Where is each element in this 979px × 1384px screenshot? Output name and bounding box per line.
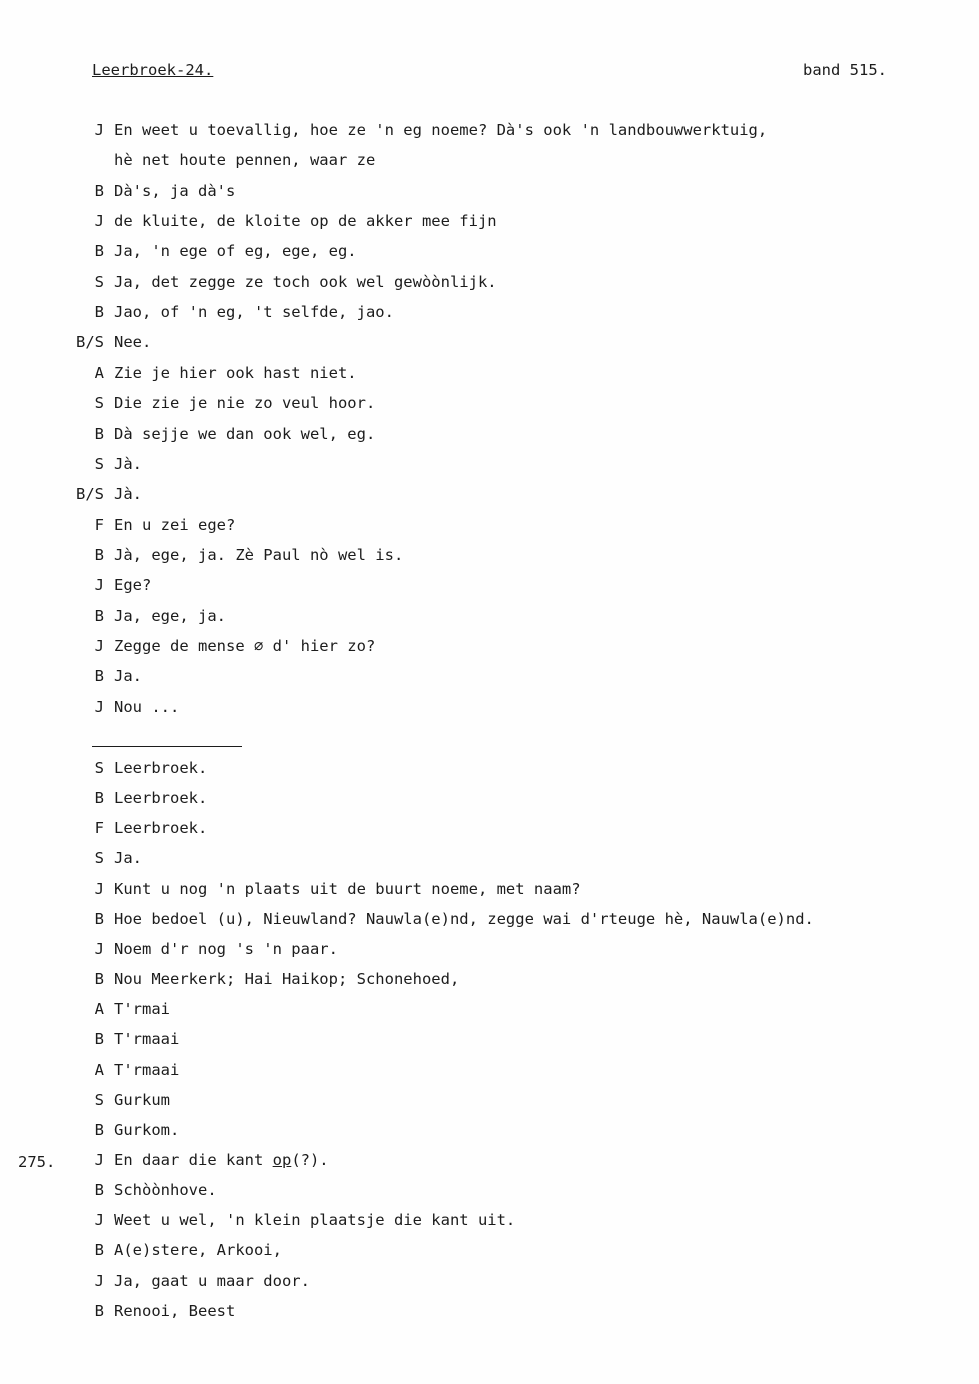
- speaker-label: S: [94, 759, 104, 777]
- utterance-text: Gurkum: [114, 1090, 170, 1109]
- utterance-text: Ja, det zegge ze toch ook wel gewòònlijk.: [114, 272, 497, 291]
- utterance-text: Nou ...: [114, 697, 180, 716]
- speaker-label: B: [94, 181, 104, 200]
- margin-line-number: 275.: [18, 1153, 56, 1171]
- speaker-label: A: [94, 1000, 104, 1019]
- speaker-label: F: [94, 515, 104, 534]
- utterance-text: Ja, 'n ege of eg, ege, eg.: [114, 242, 357, 261]
- utterance-text: T'rmaai: [114, 1060, 180, 1079]
- utterance-text: Die zie je nie zo veul hoor.: [114, 394, 376, 413]
- utterance-text: Renooi, Beest: [114, 1301, 236, 1320]
- speaker-label: J: [94, 636, 104, 655]
- underlined-word: op: [272, 1150, 292, 1169]
- utterance-text: T'rmaai: [114, 1030, 180, 1049]
- utterance-text: Jà.: [114, 485, 142, 504]
- utterance-text: En weet u toevallig, hoe ze 'n eg noeme? Dà's ook 'n landbouwwerktuig,: [114, 121, 768, 139]
- section-divider: [92, 746, 242, 747]
- speaker-label: B: [94, 1181, 104, 1200]
- speaker-label: B: [94, 1030, 104, 1049]
- utterance-text: Leerbroek.: [114, 819, 208, 838]
- utterance-text: Leerbroek.: [114, 759, 208, 777]
- speaker-label: J: [94, 879, 104, 898]
- speaker-label: B: [94, 1301, 104, 1320]
- speaker-label: B: [94, 789, 104, 808]
- speaker-label: B: [94, 424, 104, 443]
- utterance-text: Kunt u nog 'n plaats uit de buurt noeme, met naam?: [114, 879, 581, 898]
- utterance-text: hè net houte pennen, waar ze: [114, 151, 376, 170]
- utterance-text: Dà's, ja dà's: [114, 181, 236, 200]
- utterance-part: En daar die kant: [114, 1150, 273, 1169]
- utterance-text: de kluite, de kloite op de akker mee fijn: [114, 212, 497, 231]
- utterance-text: Ja.: [114, 849, 142, 868]
- speaker-label: J: [94, 1211, 104, 1230]
- speaker-label: B: [94, 545, 104, 564]
- speaker-label: B: [94, 606, 104, 625]
- speaker-label: B: [94, 1241, 104, 1260]
- speaker-label: S: [94, 394, 104, 413]
- utterance-text: Jà, ege, ja. Zè Paul nò wel is.: [114, 545, 404, 564]
- band-number: band 515.: [803, 61, 887, 79]
- utterance-text: A(e)stere, Arkooi,: [114, 1241, 282, 1260]
- utterance-text: Nee.: [114, 333, 152, 352]
- utterance-text: Leerbroek.: [114, 789, 208, 808]
- speaker-label: B: [94, 242, 104, 261]
- speaker-label: B/S: [76, 333, 104, 352]
- speaker-label: J: [94, 121, 104, 139]
- speaker-label: B: [94, 1120, 104, 1139]
- utterance-text: Nou Meerkerk; Hai Haikop; Schonehoed,: [114, 970, 460, 989]
- speaker-label: S: [94, 1090, 104, 1109]
- utterance-text: [114, 1151, 329, 1169]
- utterance-text: Jà.: [114, 454, 142, 473]
- utterance-text: Hoe bedoel (u), Nieuwland? Nauwla(e)nd, zegge wai d'rteuge hè, Nauwla(e)nd.: [114, 909, 814, 928]
- speaker-label: J: [94, 1150, 104, 1169]
- speaker-label: S: [94, 849, 104, 868]
- utterance-tail: (?).: [291, 1150, 329, 1169]
- speaker-label: S: [94, 272, 104, 291]
- speaker-label: J: [94, 1271, 104, 1290]
- speaker-label: J: [94, 212, 104, 231]
- speaker-label: B: [94, 667, 104, 686]
- utterance-text: Ja, ege, ja.: [114, 606, 226, 625]
- speaker-label: J: [94, 939, 104, 958]
- speaker-label: A: [94, 1060, 104, 1079]
- speaker-label: B: [94, 303, 104, 322]
- speaker-label: S: [94, 454, 104, 473]
- speaker-label: J: [94, 576, 104, 595]
- utterance-text: T'rmai: [114, 1000, 170, 1019]
- utterance-text: Schòònhove.: [114, 1181, 217, 1200]
- speaker-label: B: [94, 970, 104, 989]
- speaker-label: B: [94, 909, 104, 928]
- utterance-text: Noem d'r nog 's 'n paar.: [114, 939, 338, 958]
- speaker-label: B/S: [76, 485, 104, 504]
- utterance-text: Gurkom.: [114, 1120, 180, 1139]
- utterance-text: Ja.: [114, 667, 142, 686]
- document-title: Leerbroek-24.: [92, 61, 214, 79]
- speaker-label: F: [94, 819, 104, 838]
- utterance-text: Weet u wel, 'n klein plaatsje die kant uit.: [114, 1211, 516, 1230]
- speaker-label: J: [94, 697, 104, 716]
- utterance-text: Ja, gaat u maar door.: [114, 1271, 310, 1290]
- utterance-text: Jao, of 'n eg, 't selfde, jao.: [114, 303, 394, 322]
- utterance-text: En u zei ege?: [114, 515, 236, 534]
- utterance-text: Dà sejje we dan ook wel, eg.: [114, 424, 376, 443]
- utterance-text: Ege?: [114, 576, 152, 595]
- utterance-text: Zegge de mense ∅ d' hier zo?: [114, 636, 376, 655]
- speaker-label: A: [94, 363, 104, 382]
- utterance-text: Zie je hier ook hast niet.: [114, 363, 357, 382]
